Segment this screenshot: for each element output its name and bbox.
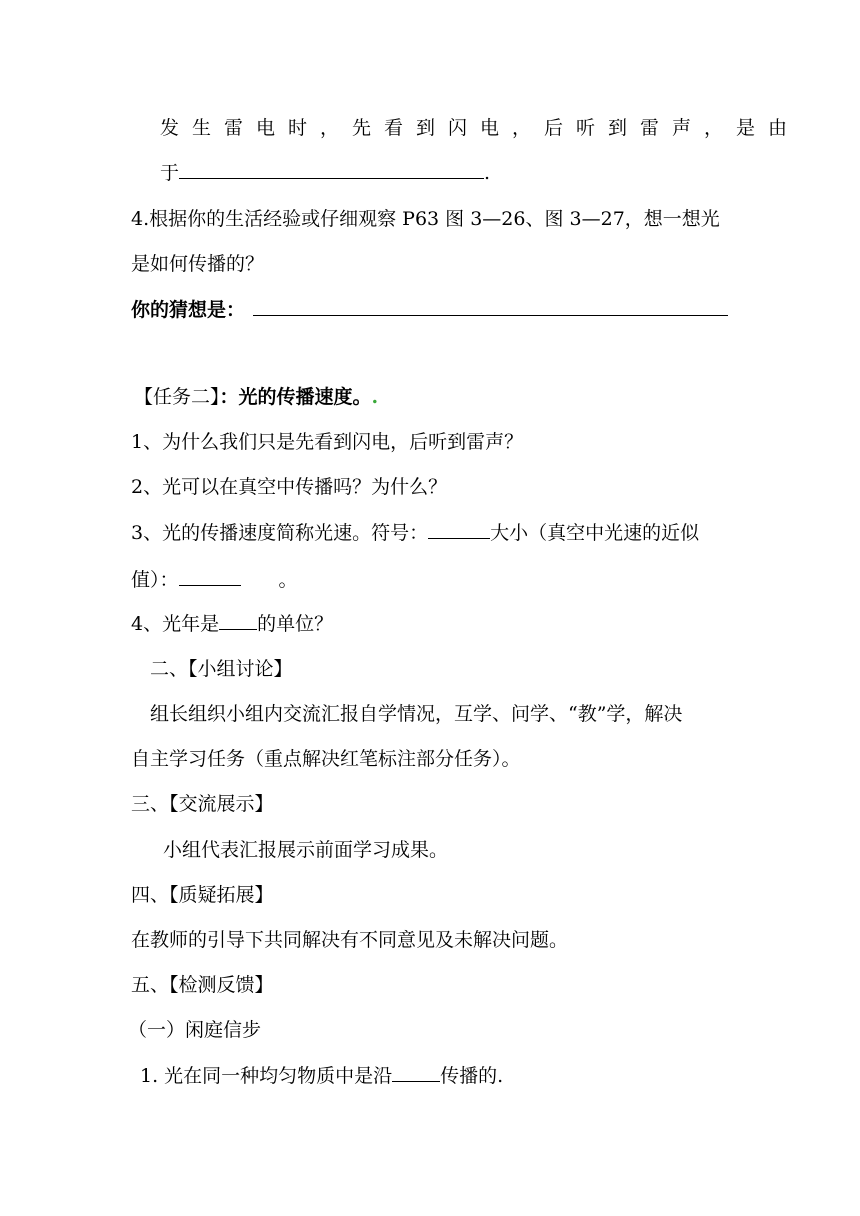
task2-heading: [134, 385, 378, 409]
section-two-body-line1: 组长组织小组内交流汇报自学情况，互学、问学、“教”学，解决: [150, 703, 683, 725]
q4-text-line1: 4.根据你的生活经验或仔细观察 P63 图 3—26、图 3—27，想一想光: [131, 208, 720, 230]
task2-q1: 1、为什么我们只是先看到闪电，后听到雷声？: [131, 431, 524, 453]
section-five-q1: [140, 1063, 503, 1088]
q3-answer-blank[interactable]: [179, 160, 484, 179]
section-four-body: 在教师的引导下共同解决有不同意见及未解决问题。: [131, 929, 569, 951]
task2-heading-bracket: 【任务二】: [134, 386, 220, 408]
task2-q4-suffix: 的单位？: [257, 613, 334, 635]
task2-q3-line2: [131, 567, 298, 592]
task2-heading-dot: .: [371, 386, 379, 408]
light-speed-value-blank[interactable]: [179, 567, 241, 586]
q3-text-line2: [160, 160, 490, 185]
guess-label: 你的猜想是：: [131, 299, 246, 321]
section-five-q1-prefix: 1. 光在同一种均匀物质中是沿: [140, 1065, 393, 1087]
guess-row: [131, 297, 728, 322]
q3-text-prefix: 于: [160, 162, 180, 184]
light-year-blank[interactable]: [219, 611, 257, 630]
section-five-q1-suffix: 传播的.: [440, 1065, 504, 1087]
guess-answer-blank[interactable]: [253, 297, 728, 316]
task2-q2: 2、光可以在真空中传播吗？为什么？: [131, 476, 448, 498]
task2-q4: [131, 611, 333, 636]
q3-text-line1: 发生雷电时，先看到闪电，后听到雷声，是由: [160, 117, 801, 139]
light-speed-symbol-blank[interactable]: [428, 520, 490, 539]
task2-q3-prefix: 3、光的传播速度简称光速。符号：: [131, 522, 429, 544]
section-two-heading: 二、【小组讨论】: [150, 658, 293, 680]
task2-q3-line1: [131, 520, 699, 545]
q3-text-suffix: .: [484, 162, 491, 184]
task2-heading-title: ：光的传播速度。: [219, 386, 372, 408]
section-two-body-line2: 自主学习任务（重点解决红笔标注部分任务）。: [131, 748, 521, 770]
section-five-subheading: （一）闲庭信步: [128, 1019, 262, 1041]
section-four-heading: 四、【质疑拓展】: [131, 884, 274, 906]
propagation-blank[interactable]: [392, 1063, 440, 1082]
task2-q4-prefix: 4、光年是: [131, 613, 220, 635]
q4-text-line2: 是如何传播的？: [131, 253, 265, 275]
section-three-heading: 三、【交流展示】: [131, 793, 274, 815]
task2-q3-line2-suffix: 。: [278, 569, 298, 591]
section-three-body: 小组代表汇报展示前面学习成果。: [163, 839, 449, 861]
task2-q3-suffix: 大小（真空中光速的近似: [490, 522, 700, 544]
section-five-heading: 五、【检测反馈】: [131, 974, 274, 996]
task2-q3-line2-prefix: 值）：: [131, 569, 179, 591]
